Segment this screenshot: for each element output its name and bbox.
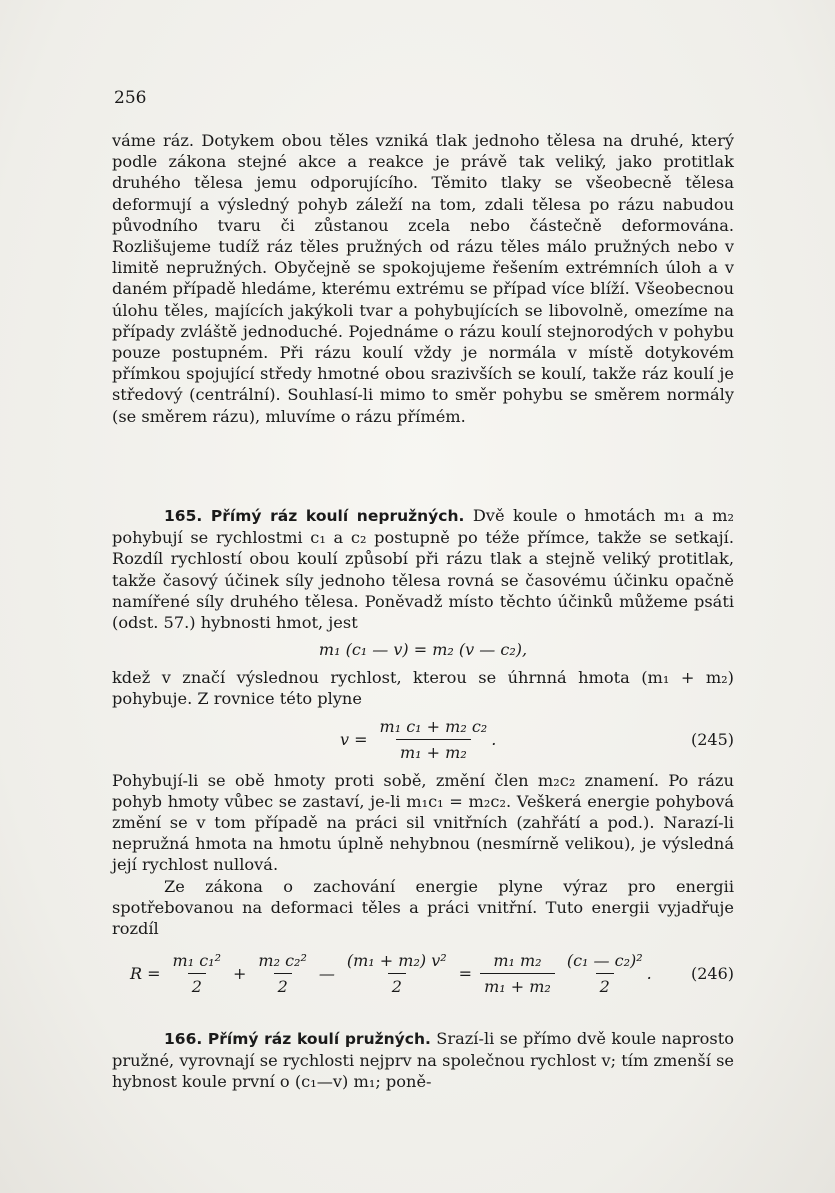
eq246-term1-num: m₁ c₁²: [172, 950, 222, 970]
eq246-term4: [480, 950, 555, 997]
section-166-body: Srazí-li se přímo dvě koule naprosto pružné, vyrovnají se rychlosti nejprv na společnou rychlost v; tím zmenší se hybnost koule první o (c₁—v) m₁; poně-: [112, 1029, 734, 1092]
equation-momentum: m₁ (c₁ — v) = m₂ (v — c₂),: [318, 640, 528, 660]
eq246-term4-num: m₁ m₂: [493, 950, 542, 970]
eq246-period: .: [646, 963, 652, 983]
equation-number-245: (245): [690, 730, 734, 750]
equation-number-246: (246): [690, 963, 734, 983]
eq246-term1: [169, 950, 225, 997]
eq245-numerator: m₁ c₁ + m₂ c₂: [379, 716, 488, 736]
eq246-term2-den: 2: [274, 973, 292, 997]
eq246-term4-den: m₁ + m₂: [480, 973, 555, 997]
paragraph-165-energy: Ze zákona o zachování energie plyne výraz pro energii spotřebovanou na deformaci těles a práci vnitřní. Tuto energii vyjadřuje rozdíl: [112, 876, 734, 939]
section-heading-166: 166. Přímý ráz koulí pružných.: [164, 1030, 431, 1048]
section-165: [112, 505, 734, 1003]
page-number: 256: [114, 88, 147, 108]
paragraph-165-cont: kdež v značí výslednou rychlost, kterou se úhrnná hmota (m₁ + m₂) pohybuje. Z rovnice této plyne: [112, 668, 734, 709]
equation-245: [112, 714, 734, 766]
section-heading-165: 165. Přímý ráz koulí nepružných.: [164, 507, 465, 525]
equation-246: [112, 947, 734, 999]
eq245-denominator: m₁ + m₂: [396, 739, 471, 763]
eq246-term3: [343, 950, 451, 997]
eq246-plus: +: [233, 963, 247, 983]
eq245-period: .: [491, 730, 497, 750]
paragraph-166: [112, 1028, 734, 1093]
eq246-term5-num: (c₁ — c₂)²: [566, 950, 643, 970]
eq246-term2: [254, 950, 310, 997]
eq246-term3-num: (m₁ + m₂) v²: [346, 950, 447, 970]
eq245-fraction: [376, 716, 492, 763]
eq246-term5: [563, 950, 647, 997]
eq246-minus: —: [318, 963, 335, 983]
section-165-body: Dvě koule o hmotách m₁ a m₂ pohybují se rychlostmi c₁ a c₂ postupně po téže přímce, takže se setkají. Rozdíl rychlostí obou koulí způsobí při rázu tlak a stejně veliký protitlak, takže časový účinek síly jednoho tělesa rovná se časovému účinku opačně namířené síly druhého tělesa. Poněvadž místo těchto účinků můžeme psáti (odst. 57.) hybnosti hmot, jest: [112, 506, 734, 633]
intro-text-block: [112, 130, 734, 427]
paragraph-165-opposite: Pohybují-li se obě hmoty proti sobě, změní člen m₂c₂ znamení. Po rázu pohyb hmoty vůbec se zastaví, je-li m₁c₁ = m₂c₂. Veškerá energie pohybová změní se v tom případě na práci sil vnitřních (zahřátí a pod.). Narazí-li nepružná hmota na hmotu úplně nehybnou (nesmírně velikou), je výsledná její rychlost nullová.: [112, 770, 734, 875]
eq246-term2-num: m₂ c₂²: [258, 950, 307, 970]
eq246-term1-den: 2: [188, 973, 206, 997]
eq246-lhs: R =: [130, 963, 161, 983]
paragraph-165: [112, 505, 734, 633]
eq246-term3-den: 2: [388, 973, 406, 997]
paragraph-impact-intro: váme ráz. Dotykem obou těles vzniká tlak jednoho tělesa na druhé, který podle zákona stejné akce a reakce je právě tak veliký, jako protitlak druhého tělesa jemu odporujícího. Těmito tlaky se všeobecně tělesa deformují a výsledný pohyb záleží na tom, zdali tělesa po rázu nabudou původního tvaru či zůstanou zcela nebo částečně deformována. Rozlišujeme tudíž ráz těles pružných od rázu těles málo pružných nebo v limitě nepružných. Obyčejně se spokojujeme řešením extrémních úloh a v daném případě hledáme, kterému extrému se případ více blíží. Všeobecnou úlohu těles, majících jakýkoli tvar a pohybujících se libovolně, omezíme na případy zvláště jednoduché. Pojednáme o rázu koulí stejnorodých v pohybu pouze postupném. Při rázu koulí vždy je normála v místě dotykovém přímkou spojující středy hmotné obou srazivších se koulí, takže ráz koulí je středový (centrální). Souhlasí-li mimo to směr pohybu se směrem normály (se směrem rázu), mluvíme o rázu přímém.: [112, 131, 734, 426]
eq245-lhs: v =: [340, 730, 368, 750]
eq246-equals: =: [458, 963, 473, 983]
eq246-term5-den: 2: [596, 973, 614, 997]
section-166: [112, 1028, 734, 1093]
